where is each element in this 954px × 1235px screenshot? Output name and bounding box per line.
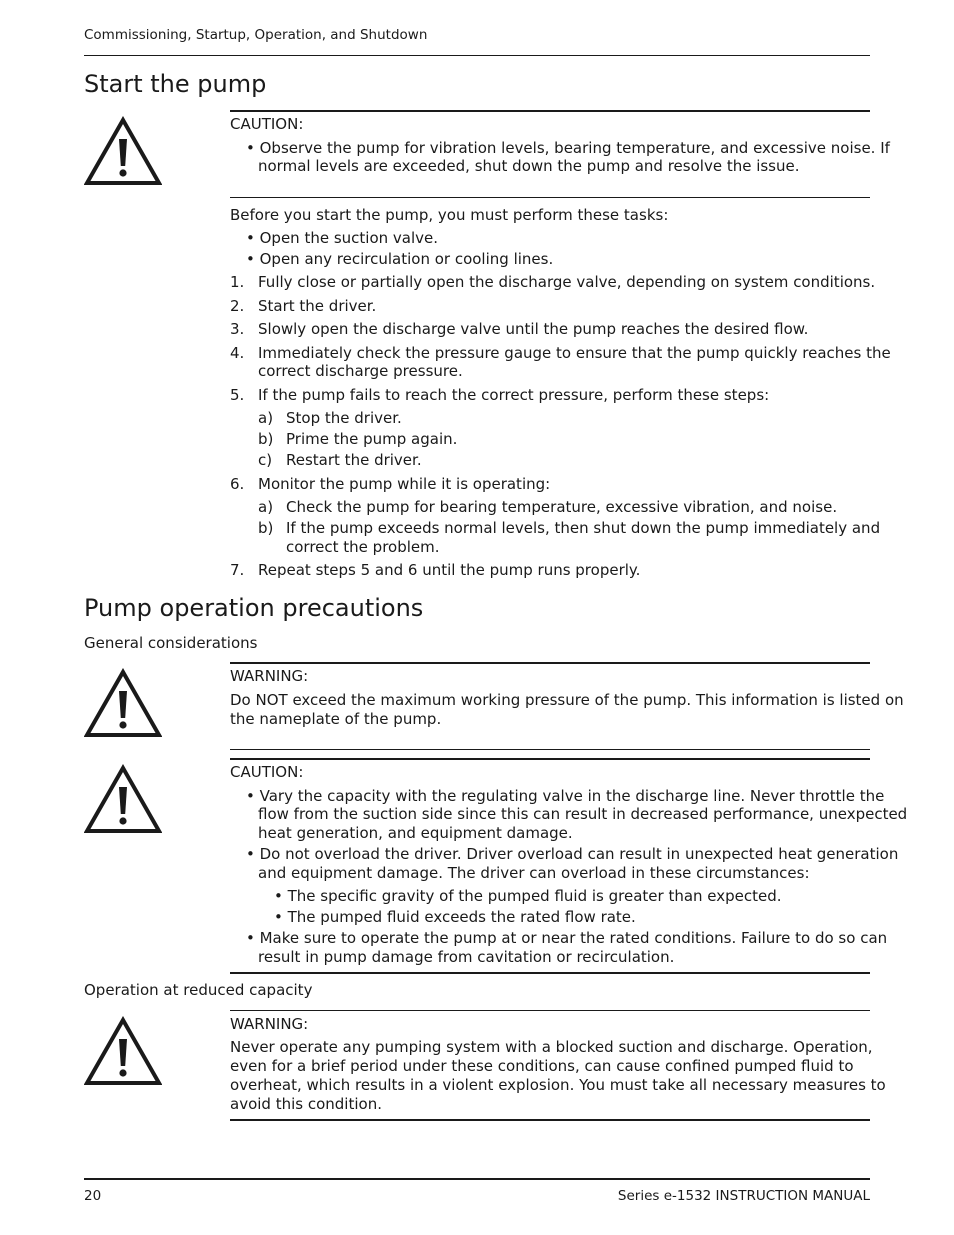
warning-text-line: Never operate any pumping system with a blocked suction and discharge. Operation, (230, 1038, 873, 1056)
caution-label: CAUTION: (230, 115, 304, 133)
caution-item-line: flow from the suction side since this can result in decreased performance, unexpected (258, 805, 908, 823)
substep-letter: a) (258, 498, 274, 516)
step-number: 4. (230, 344, 245, 362)
caution-item-line: and equipment damage. The driver can overload in these circumstances: (258, 864, 810, 882)
substep-letter: c) (258, 451, 273, 469)
header-rule (84, 55, 870, 56)
substep-text: Prime the pump again. (286, 430, 458, 448)
warning-label: WARNING: (230, 667, 309, 685)
warning-bottom-rule (230, 749, 870, 750)
caution-item-line: • Vary the capacity with the regulating valve in the discharge line. Never throttle the (246, 787, 885, 805)
step-number: 3. (230, 320, 245, 338)
warning-triangle-icon (84, 116, 162, 186)
caution-item-line: • Observe the pump for vibration levels, bearing temperature, and excessive noise. If (246, 139, 890, 157)
caution-item-line: result in pump damage from cavitation or recirculation. (258, 948, 675, 966)
warning-text-line: the nameplate of the pump. (230, 710, 442, 728)
warning-label: WARNING: (230, 1015, 309, 1033)
step-text: Repeat steps 5 and 6 until the pump runs properly. (258, 561, 641, 579)
caution-top-rule (230, 110, 870, 112)
caution-subitem: • The pumped fluid exceeds the rated flow rate. (274, 908, 636, 926)
caution-item-line: heat generation, and equipment damage. (258, 824, 573, 842)
caution-top-rule (230, 758, 870, 760)
step-number: 6. (230, 475, 245, 493)
step-number: 5. (230, 386, 245, 404)
caution-bottom-rule (230, 972, 870, 974)
step-number: 2. (230, 297, 245, 315)
warning-text-line: even for a brief period under these conditions, can cause confined pumped fluid to (230, 1057, 854, 1075)
warning-triangle-icon (84, 668, 162, 738)
step-number: 7. (230, 561, 245, 579)
intro-text: Before you start the pump, you must perform these tasks: (230, 206, 669, 224)
warning-triangle-icon (84, 1016, 162, 1086)
step-text: Monitor the pump while it is operating: (258, 475, 551, 493)
section-title-start-pump: Start the pump (84, 70, 267, 98)
step-text: If the pump fails to reach the correct pressure, perform these steps: (258, 386, 770, 404)
task-item: • Open the suction valve. (246, 229, 439, 247)
substep-letter: b) (258, 519, 274, 537)
caution-item-line: • Do not overload the driver. Driver overload can result in unexpected heat generation (246, 845, 899, 863)
caution-bottom-rule (230, 197, 870, 198)
step-number: 1. (230, 273, 245, 291)
substep-text: If the pump exceeds normal levels, then shut down the pump immediately and (286, 519, 881, 537)
subheading-reduced-capacity: Operation at reduced capacity (84, 981, 313, 999)
step-text: Start the driver. (258, 297, 377, 315)
step-text: Immediately check the pressure gauge to ensure that the pump quickly reaches the (258, 344, 891, 362)
warning-text-line: Do NOT exceed the maximum working pressure of the pump. This information is listed on (230, 691, 904, 709)
warning-top-rule (230, 1010, 870, 1011)
page-number: 20 (84, 1188, 102, 1204)
substep-text: Restart the driver. (286, 451, 422, 469)
footer-rule (84, 1178, 870, 1180)
substep-text: correct the problem. (286, 538, 440, 556)
substep-text: Check the pump for bearing temperature, excessive vibration, and noise. (286, 498, 838, 516)
warning-triangle-icon (84, 764, 162, 834)
substep-text: Stop the driver. (286, 409, 402, 427)
substep-letter: b) (258, 430, 274, 448)
warning-bottom-rule (230, 1119, 870, 1121)
substep-letter: a) (258, 409, 274, 427)
step-text: correct discharge pressure. (258, 362, 463, 380)
manual-title: Series e-1532 INSTRUCTION MANUAL (617, 1188, 870, 1204)
caution-subitem: • The specific gravity of the pumped fluid is greater than expected. (274, 887, 782, 905)
warning-top-rule (230, 662, 870, 664)
subheading-general: General considerations (84, 634, 258, 652)
caution-item-line: normal levels are exceeded, shut down the pump and resolve the issue. (258, 157, 800, 175)
running-header: Commissioning, Startup, Operation, and Shutdown (84, 27, 428, 43)
warning-text-line: overheat, which results in a violent explosion. You must take all necessary measures to (230, 1076, 886, 1094)
task-item: • Open any recirculation or cooling lines. (246, 250, 554, 268)
step-text: Slowly open the discharge valve until the pump reaches the desired flow. (258, 320, 809, 338)
section-title-precautions: Pump operation precautions (84, 594, 424, 622)
caution-label: CAUTION: (230, 763, 304, 781)
warning-text-line: avoid this condition. (230, 1095, 382, 1113)
step-text: Fully close or partially open the discharge valve, depending on system conditions. (258, 273, 876, 291)
caution-item-line: • Make sure to operate the pump at or near the rated conditions. Failure to do so can (246, 929, 888, 947)
